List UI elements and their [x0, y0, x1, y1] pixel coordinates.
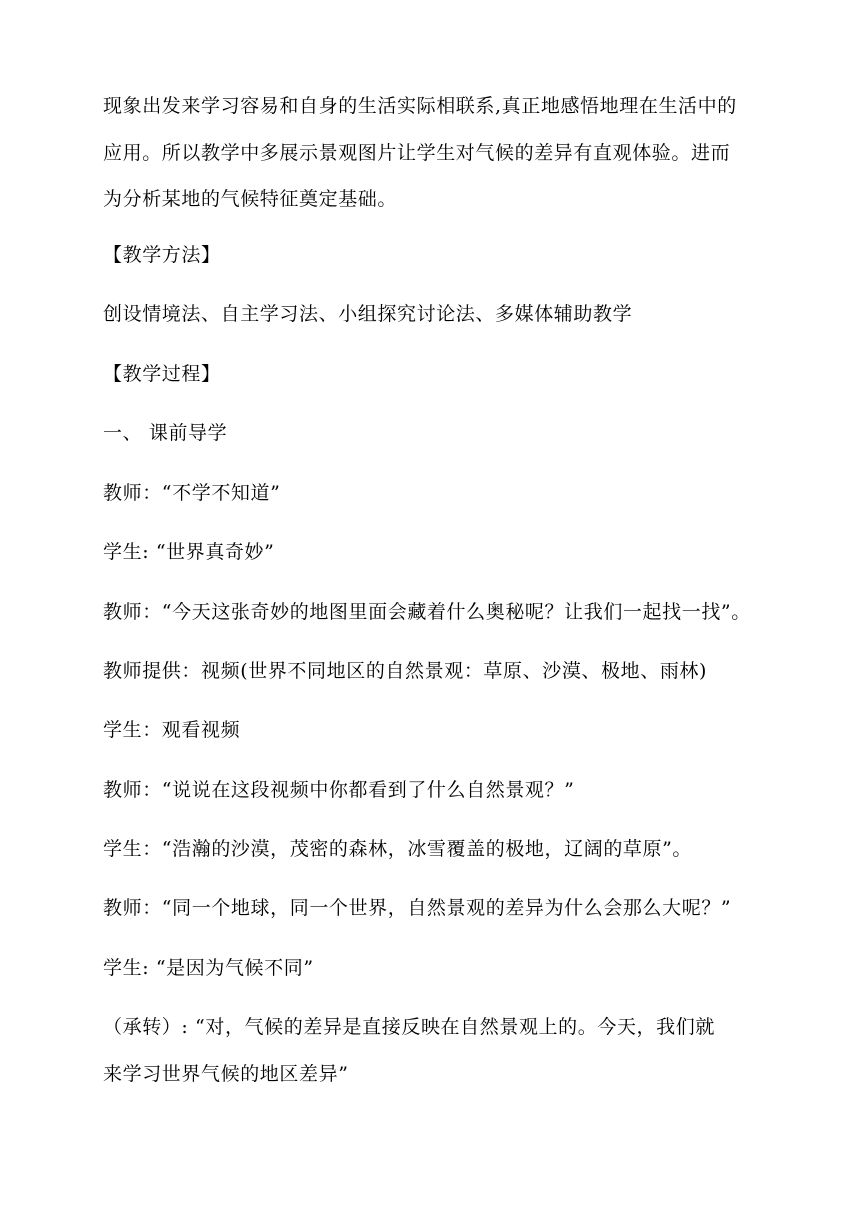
dialogue-line: 学生：观看视频 — [103, 719, 241, 741]
dialogue-line: 教师：“今天这张奇妙的地图里面会藏着什么奥秘呢？让我们一起找一找”。 — [103, 601, 751, 623]
section-heading-teaching-methods: 【教学方法】 — [103, 244, 221, 266]
dialogue-line: 教师：“同一个地球，同一个世界，自然景观的差异为什么会那么大呢？” — [103, 897, 732, 919]
section-heading-teaching-process: 【教学过程】 — [103, 363, 221, 385]
dialogue-line: 学生: “是因为气候不同” — [103, 957, 314, 979]
paragraph-line: 为分析某地的气候特征奠定基础。 — [103, 188, 398, 210]
subsection-heading: 一、 课前导学 — [103, 422, 228, 444]
dialogue-line: 来学习世界气候的地区差异” — [103, 1063, 349, 1085]
dialogue-line: 教师：“说说在这段视频中你都看到了什么自然景观？” — [103, 779, 575, 801]
dialogue-line: 学生：“浩瀚的沙漠，茂密的森林，冰雪覆盖的极地，辽阔的草原”。 — [103, 838, 693, 860]
paragraph-line: 应用。所以教学中多展示景观图片让学生对气候的差异有直观体验。进而 — [103, 142, 731, 164]
dialogue-line: 教师：“不学不知道” — [103, 482, 281, 504]
paragraph-line: 创设情境法、自主学习法、小组探究讨论法、多媒体辅助教学 — [103, 303, 633, 325]
dialogue-line: 学生: “世界真奇妙” — [103, 541, 275, 563]
paragraph-line: 现象出发来学习容易和自身的生活实际相联系,真正地感悟地理在生活中的 — [103, 95, 737, 117]
dialogue-line: 教师提供：视频(世界不同地区的自然景观：草原、沙漠、极地、雨林) — [103, 660, 708, 682]
dialogue-line: （承转）: “对，气候的差异是直接反映在自然景观上的。今天，我们就 — [103, 1016, 715, 1038]
